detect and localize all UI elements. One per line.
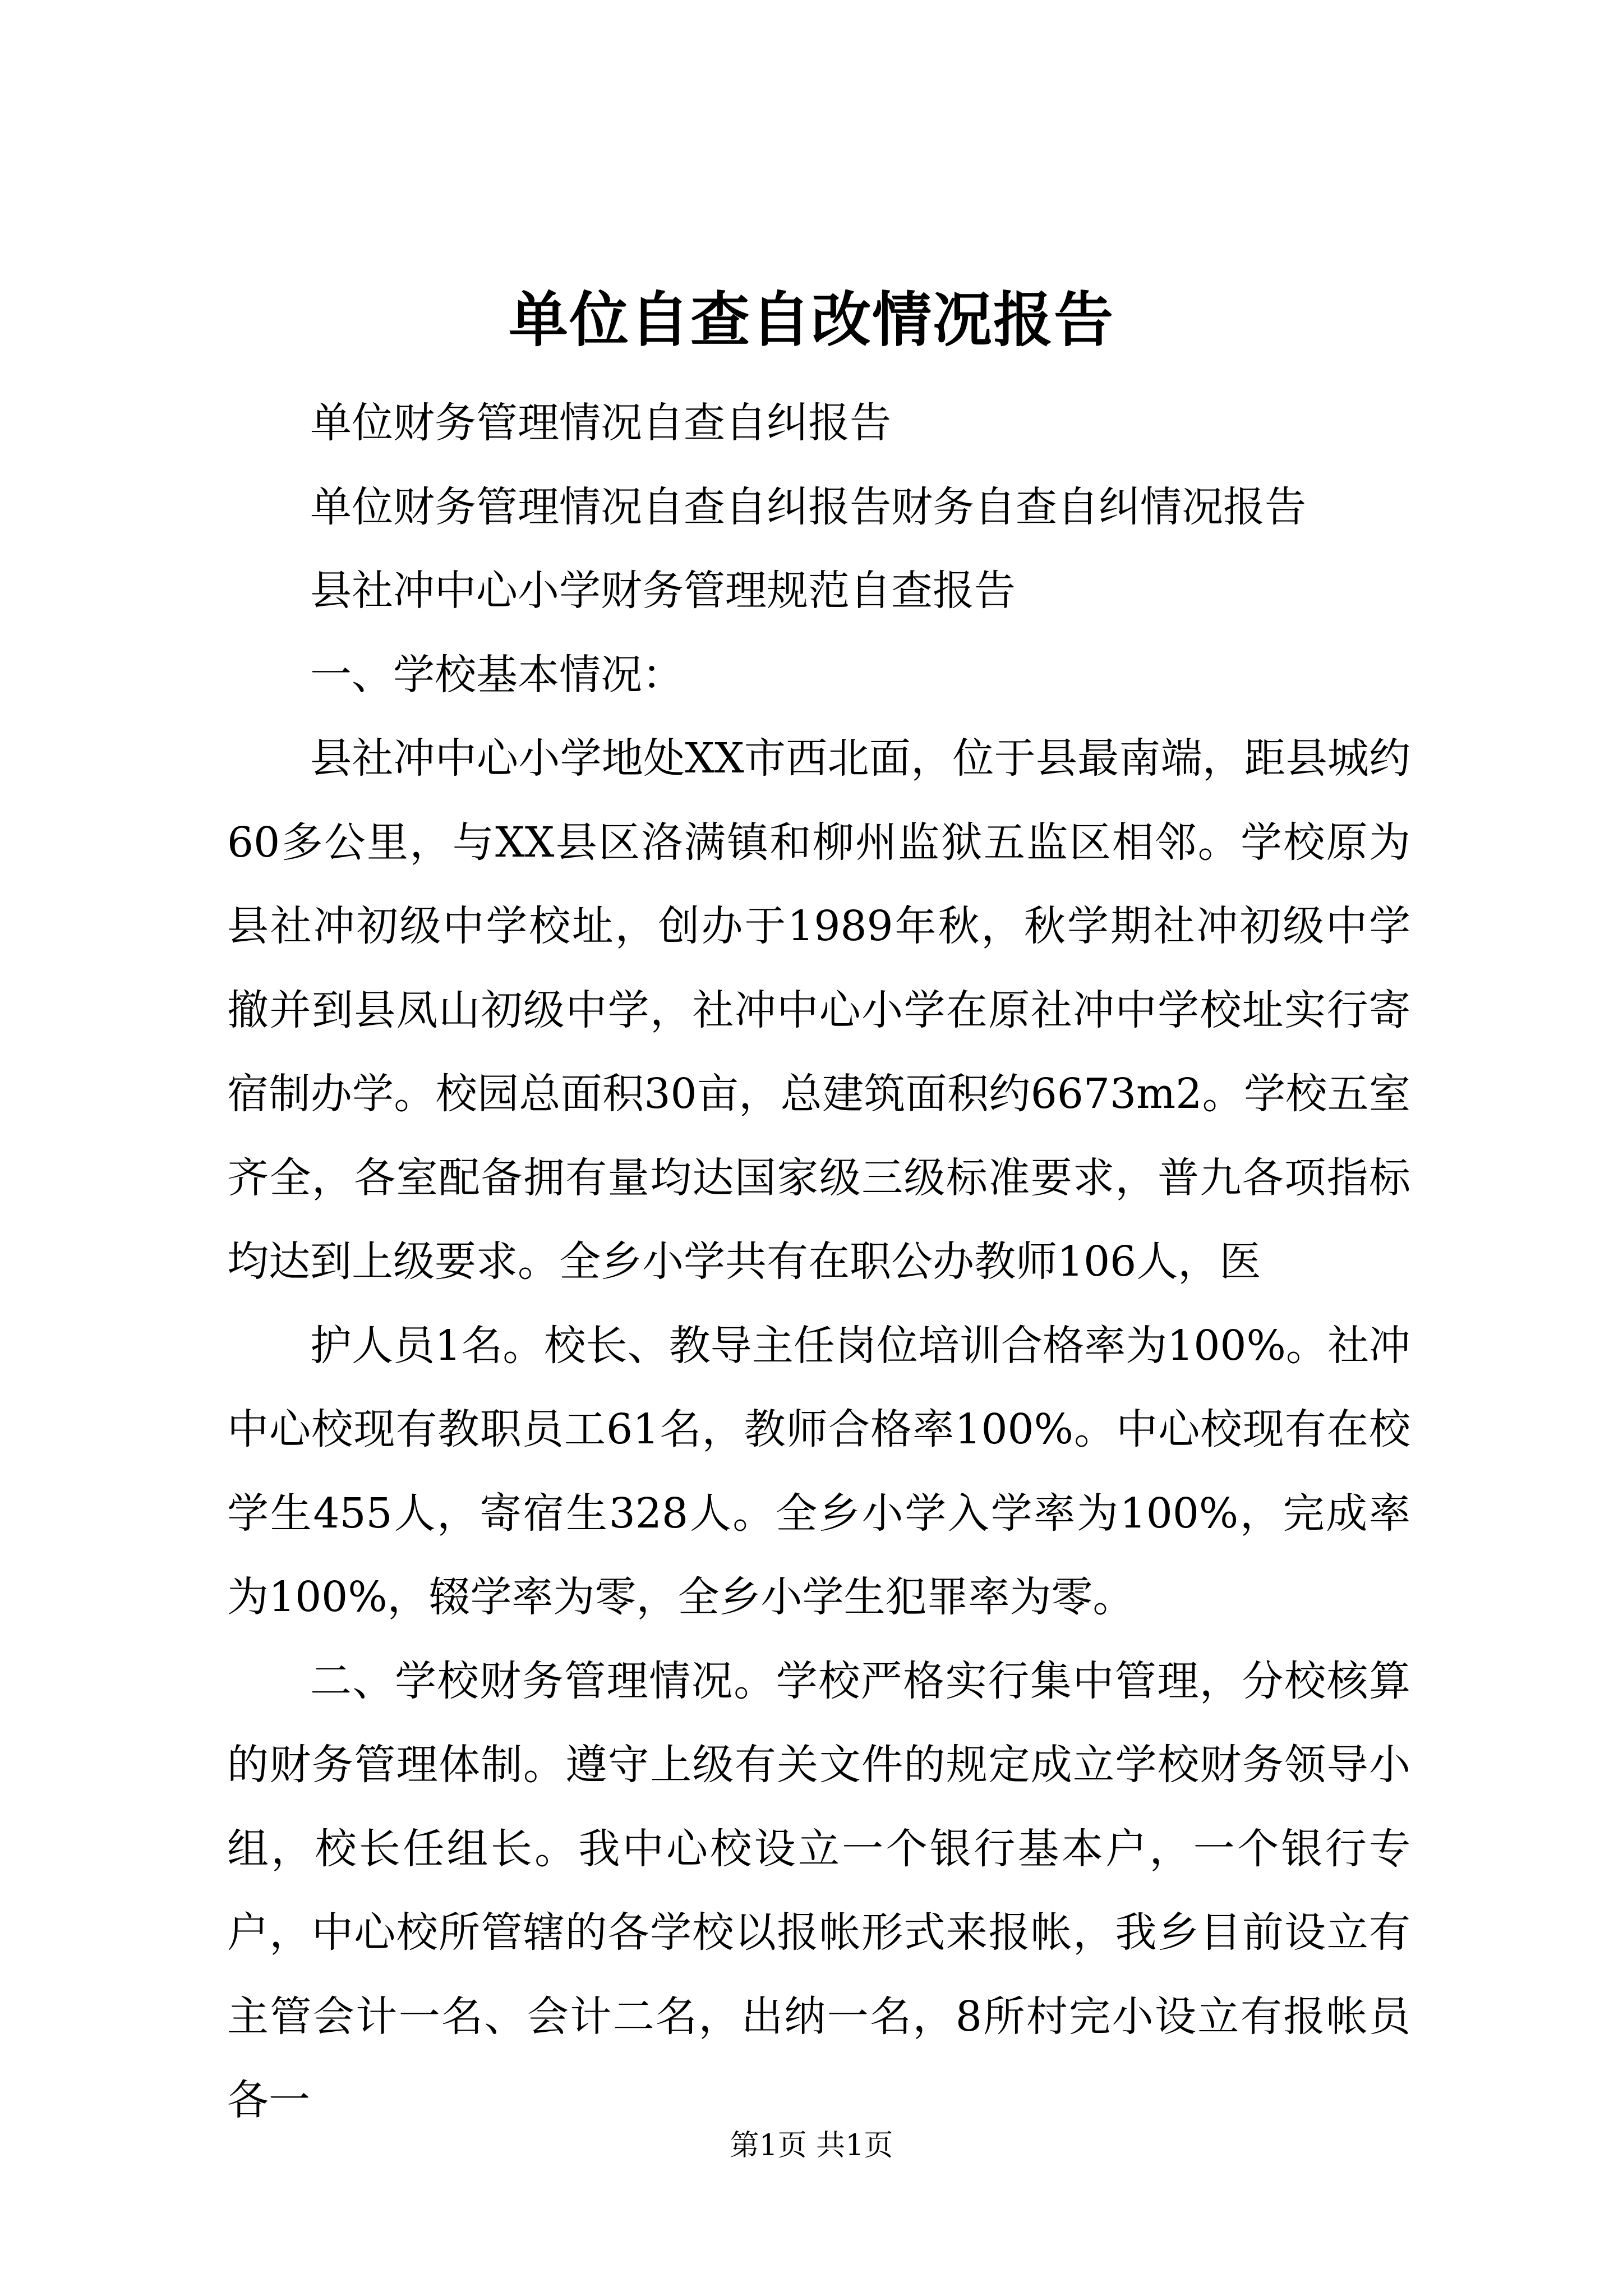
paragraph-subtitle-1: 单位财务管理情况自查自纠报告 [310, 399, 891, 447]
section-heading-basic-info: 一、学校基本情况： [310, 650, 684, 699]
paragraph-staff-students: 护人员1名。校长、教导主任岗位培训合格率为100%。社冲中心校现有教职员工61名，教师合格率100%。中心校现有在校学生455人，寄宿生328人。全乡小学入学率为100%，完成率为100%，辍学率为零，全乡小学生犯罪率为零。 [227, 1321, 1410, 1621]
page-footer: 第1页 共1页 [730, 2129, 893, 2162]
paragraph-subtitle-3: 县社冲中心小学财务管理规范自查报告 [310, 567, 1016, 615]
document-body [227, 381, 1410, 2143]
paragraph-subtitle-2: 单位财务管理情况自查自纠报告财务自查自纠情况报告 [310, 482, 1306, 531]
paragraph-basic-info: 县社冲中心小学地处XX市西北面，位于县最南端，距县城约60多公里，与XX县区洛满镇和柳州监狱五监区相邻。学校原为县社冲初级中学校址，创办于1989年秋，秋学期社冲初级中学撤并到县凤山初级中学，社冲中心小学在原社冲中学校址实行寄宿制办学。校园总面积30亩，总建筑面积约6673m2。学校五室齐全，各室配备拥有量均达国家级三级标准要求，普九各项指标均达到上级要求。全乡小学共有在职公办教师106人，医 [227, 734, 1411, 1286]
document-title: 单位自查自改情况报告 [509, 284, 1114, 355]
paragraph-finance-management: 二、学校财务管理情况。学校严格实行集中管理，分校核算的财务管理体制。遵守上级有关文件的规定成立学校财务领导小组，校长任组长。我中心校设立一个银行基本户，一个银行专户，中心校所管辖的各学校以报帐形式来报帐，我乡目前设立有主管会计一名、会计二名，出纳一名，8所村完小设立有报帐员各一 [227, 1657, 1410, 2124]
